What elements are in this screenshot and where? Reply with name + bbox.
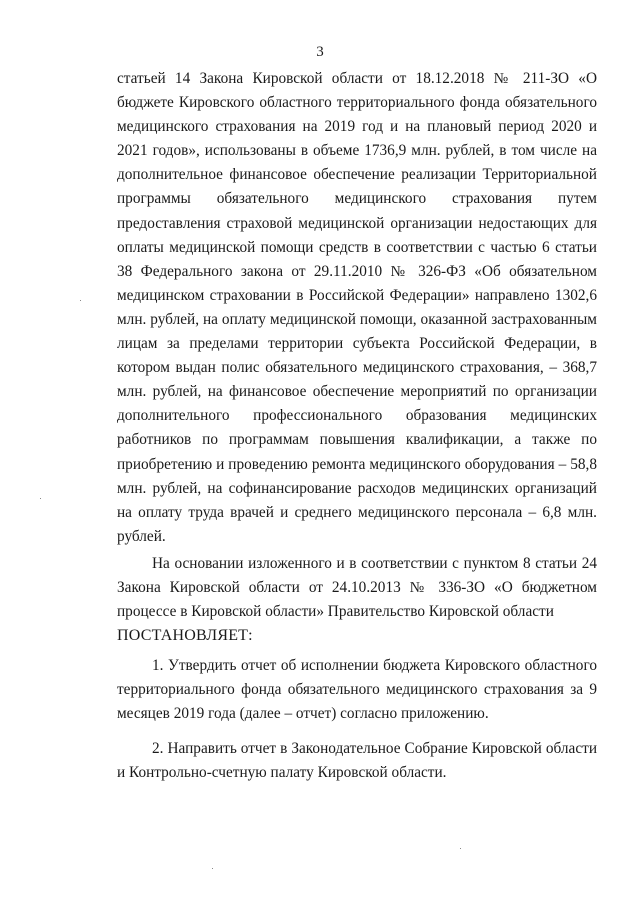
scan-speck — [80, 300, 81, 301]
scan-speck — [212, 868, 213, 869]
resolution-item-2: 2. Направить отчет в Законодательное Собрание Кировской области и Контрольно-счетную палату Кировской области. — [117, 739, 597, 781]
resolution-item-1: 1. Утвердить отчет об исполнении бюджета Кировского областного территориального фонда обязательного медицинского страхования за 9 месяцев 2019 года (далее – отчет) согласно приложению. — [117, 657, 597, 723]
resolution-heading: ПОСТАНОВЛЯЕТ: — [117, 627, 253, 645]
funding-paragraph: статьей 14 Закона Кировской области от 18.12.2018 № 211-ЗО «О бюджете Кировского областного территориального фонда обязательного медицинского страхования на 2019 год и на плановый период 2020 и 2021 годов», использованы в объеме 1736,9 млн. рублей, в том числе на дополнительное финансовое обеспечение реализации Территориальной программы обязательного медицинского страхования путем предоставления страховой медицинской организации недостающих для оплаты медицинской помощи средств в соответствии с частью 6 статьи 38 Федерального закона от 29.11.2010 № 326-ФЗ «Об обязательном медицинском страховании в Российской Федерации» направлено 1302,6 млн. рублей, на оплату медицинской помощи, оказанной застрахованным лицам за пределами территории субъекта Российской Федерации, в котором выдан полис обязательного медицинского страхования, – 368,7 млн. рублей, на финансовое обеспечение мероприятий по организации дополнительного профессионального образования медицинских работников по программам повышения квалификации, а также по приобретению и проведению ремонта медицинского оборудования – 58,8 млн. рублей, на софинансирование расходов медицинских организаций на оплату труда врачей и среднего медицинского персонала – 6,8 млн. рублей. — [117, 70, 597, 545]
document-body — [117, 67, 597, 785]
basis-paragraph: На основании изложенного и в соответствии с пунктом 8 статьи 24 Закона Кировской области от 24.10.2013 № 336-ЗО «О бюджетном процессе в Кировской области» Правительство Кировской области — [117, 554, 597, 621]
scan-speck — [460, 848, 461, 849]
scan-speck — [40, 498, 41, 499]
page-number: 3 — [316, 44, 324, 60]
